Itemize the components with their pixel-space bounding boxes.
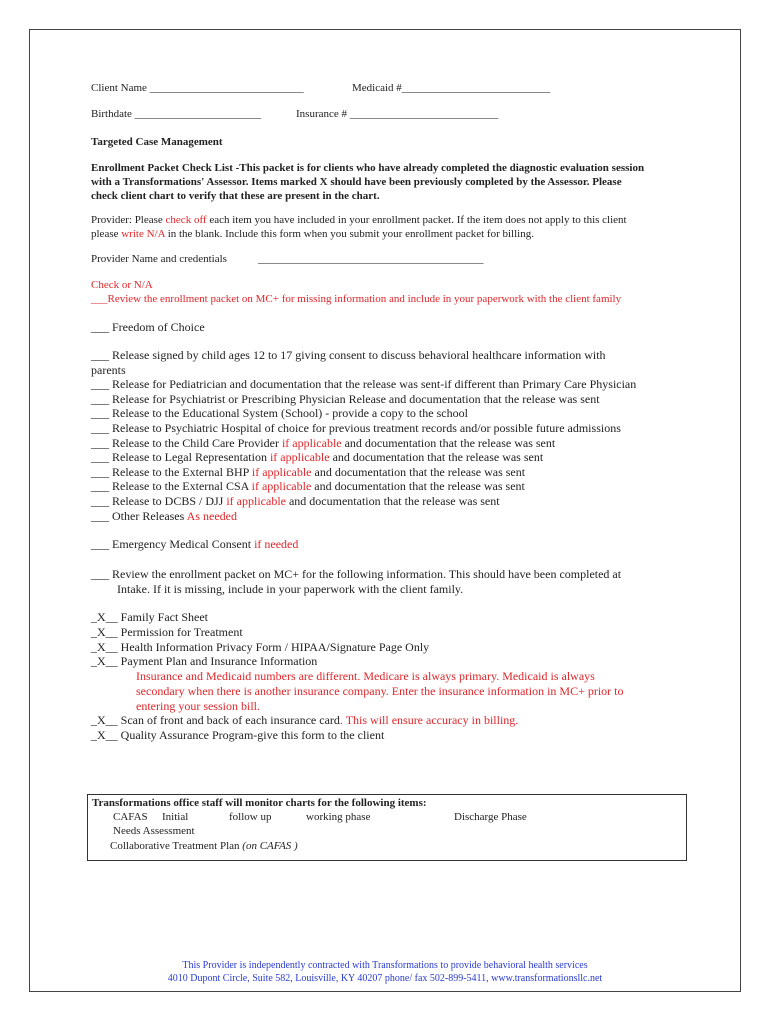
item-text: and documentation that the release was sent [285,494,500,508]
item-text: ___ Release to Psychiatric Hospital of choice for previous treatment records and/or possible future admissions [91,421,621,435]
staff-box-title: Transformations office staff will monitor charts for the following items: [92,797,427,809]
item-text: _X__ Scan of front and back of each insurance card [91,713,340,727]
provider-instructions-1 [91,214,627,226]
collaborative-treatment-plan [110,840,298,852]
review-mc-line-1[interactable]: ___ Review the enrollment packet on MC+ for the following information. This should have been completed at [91,567,622,581]
insurance-note-2: secondary when there is another insurance company. Enter the insurance information in MC+ prior to [136,684,624,698]
item-text: ___ Release to the External BHP [91,464,252,479]
scan-insurance-item[interactable] [91,713,518,728]
intro-line-1: Enrollment Packet Check List -This packet is for clients who have already completed the diagnostic evaluation session [91,162,645,174]
item-red-note: if applicable [281,435,342,450]
review-packet-item[interactable]: ___Review the enrollment packet on MC+ for missing information and include in your paperwork with the client family [91,293,622,305]
item-text: and documentation that the release was sent [311,464,526,479]
item-text: ___ Other Releases [91,508,187,523]
provider-name-label: Provider Name and credentials [91,253,227,265]
completed-item[interactable]: _X__ Health Information Privacy Form / HIPAA/Signature Page Only [91,640,430,654]
item-text: ___ Release signed by child ages 12 to 17 giving consent to discuss behavioral healthcare information with [91,348,606,362]
page-title: Targeted Case Management [91,136,223,148]
item-text: ___ Release to Legal Representation [91,450,270,465]
item-text: ___ Release to the Educational System (School) - provide a copy to the school [91,406,468,421]
provider-name-field[interactable]: _________________________________________ [258,253,484,265]
item-text: ___ Release to the Child Care Provider [91,435,282,450]
item-text: and documentation that the release was sent [311,479,525,494]
instr-text: each item you have included in your enrollment packet. If the item does not apply to this client [206,214,627,226]
ctp-text: Collaborative Treatment Plan [110,840,243,852]
instr-text: Provider: Please [91,214,166,226]
footer-line-2: 4010 Dupont Circle, Suite 582, Louisville, KY 40207 phone/ fax 502-899-5411, www.transformationsllc.net [167,973,603,984]
item-text: ___ Emergency Medical Consent [91,537,255,551]
emergency-consent-item[interactable] [91,537,298,552]
birthdate-field[interactable]: Birthdate _______________________ [91,108,262,120]
freedom-of-choice-item[interactable]: ___ Freedom of Choice [91,320,205,334]
qa-program-item[interactable]: _X__ Quality Assurance Program-give this form to the client [91,728,385,742]
footer-line-1: This Provider is independently contracted with Transformations to provide behavioral health services [182,960,588,971]
review-mc-line-2: Intake. If it is missing, include in your paperwork with the client family. [117,582,464,596]
item-text: and documentation that the release was sent [341,435,556,450]
item-red-note: if applicable [251,479,312,494]
insurance-note-3: entering your session bill. [136,699,260,713]
needs-assessment: Needs Assessment [113,825,195,837]
item-text: and documentation that the release was sent [329,450,544,465]
intro-line-2: with a Transformations' Assessor. Items marked X should have been previously completed by the Assessor. Please [91,176,622,188]
release-item[interactable] [91,494,500,509]
completed-item[interactable]: _X__ Permission for Treatment [91,625,243,639]
completed-item[interactable]: _X__ Family Fact Sheet [91,610,208,624]
item-text: ___ Release to DCBS / DJJ [91,494,227,508]
release-item[interactable] [91,348,606,363]
release-item[interactable] [91,509,237,524]
provider-instructions-2 [91,228,534,240]
cafas-initial: Initial [162,811,189,823]
insurance-note-1: Insurance and Medicaid numbers are different. Medicare is always primary. Medicaid is always [136,669,595,683]
release-item[interactable] [91,377,636,392]
check-na-label: Check or N/A [91,279,153,291]
release-item[interactable] [91,392,600,407]
insurance-field[interactable]: Insurance # ___________________________ [296,108,499,120]
release-item[interactable] [91,436,555,451]
item-red-note: if applicable [226,494,286,508]
item-red-note: if needed [254,537,299,551]
document-page [29,29,741,992]
instr-red: write N/A [121,228,165,240]
item-red-note: if applicable [251,464,312,479]
cafas-working-phase: working phase [306,811,371,823]
cafas-follow-up: follow up [229,811,272,823]
item-text: ___ Release for Pediatrician and documentation that the release was sent-if different than Primary Care Physician [91,377,637,392]
item-text: parents [91,362,126,377]
staff-monitor-box [87,794,687,861]
client-name-field[interactable]: Client Name ____________________________ [91,82,304,94]
instr-text: please [91,228,122,240]
completed-item[interactable]: _X__ Payment Plan and Insurance Information [91,654,318,668]
release-item[interactable] [91,465,525,480]
release-item[interactable] [91,450,543,465]
medicaid-field[interactable]: Medicaid #___________________________ [352,82,551,94]
item-text: ___ Release for Psychiatrist or Prescribing Physician Release and documentation that the release was sent [91,391,600,406]
instr-red: check off [165,214,207,226]
item-red-note: . This will ensure accuracy in billing. [339,713,519,727]
release-item[interactable] [91,406,468,421]
release-item [91,363,126,378]
cafas-discharge-phase: Discharge Phase [454,811,527,823]
item-red-note: As needed [186,508,237,523]
release-item[interactable] [91,421,621,436]
ctp-italic: (on CAFAS ) [242,840,298,852]
item-red-note: if applicable [269,450,330,465]
intro-line-3: check client chart to verify that these are present in the chart. [91,190,380,202]
release-item[interactable] [91,479,525,494]
instr-text: in the blank. Include this form when you submit your enrollment packet for billing. [164,228,534,240]
cafas-label: CAFAS [113,811,148,823]
item-text: ___ Release to the External CSA [91,479,252,494]
